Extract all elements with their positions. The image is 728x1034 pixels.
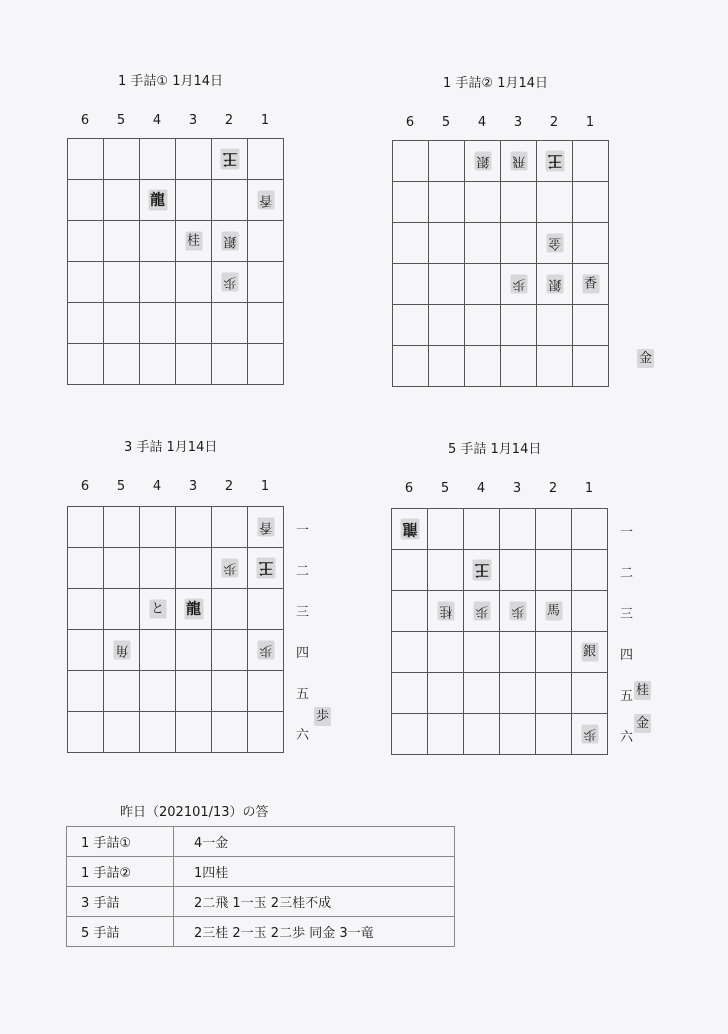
board-3-hand-piece: 歩: [316, 709, 330, 724]
board-square: [140, 548, 176, 589]
board-square: [392, 673, 428, 714]
board-square: [176, 344, 212, 385]
board-square: [248, 262, 284, 303]
column-number: 2: [548, 481, 558, 496]
board-square: [429, 264, 465, 305]
board-square: [176, 712, 212, 753]
board-square: [248, 139, 284, 180]
board-square: [464, 509, 500, 550]
board-square: [500, 673, 536, 714]
board-square: [536, 591, 572, 632]
shogi-piece: と: [150, 601, 165, 617]
board-4-col-numbers: [391, 481, 607, 497]
board-square: [573, 141, 609, 182]
board-square: [500, 550, 536, 591]
board-square: [536, 632, 572, 673]
shogi-piece: 王: [546, 152, 563, 171]
board-square: [536, 714, 572, 755]
board-square: [212, 630, 248, 671]
row-number: 六: [296, 727, 310, 743]
board-square: [429, 346, 465, 387]
board-square: [537, 346, 573, 387]
board-square: [140, 630, 176, 671]
board-square: [429, 305, 465, 346]
board-square: [464, 632, 500, 673]
board-square: [212, 180, 248, 221]
shogi-piece: 銀: [222, 233, 237, 249]
board-square: [429, 141, 465, 182]
board-square: [536, 673, 572, 714]
board-4-hand-piece-2: 金: [636, 716, 650, 731]
answer-value: 1四桂: [174, 857, 455, 887]
board-square: [429, 182, 465, 223]
board-square: [212, 303, 248, 344]
board-square: [501, 346, 537, 387]
board-square: [501, 223, 537, 264]
board-4-title: 5 手詰 1月14日: [448, 442, 542, 457]
board-square: [465, 223, 501, 264]
board-square: [176, 671, 212, 712]
shogi-piece: 王: [257, 559, 274, 578]
column-number: 5: [441, 115, 451, 130]
shogi-piece: 香: [583, 276, 598, 292]
board-square: [500, 509, 536, 550]
board-square: [212, 548, 248, 589]
column-number: 1: [260, 479, 270, 494]
board-square: [428, 550, 464, 591]
board-square: [212, 507, 248, 548]
board-square: [212, 221, 248, 262]
column-number: 5: [116, 479, 126, 494]
column-number: 3: [188, 113, 198, 128]
board-square: [212, 589, 248, 630]
board-square: [248, 221, 284, 262]
board-square: [393, 346, 429, 387]
answer-row: [67, 917, 455, 947]
board-2-grid: [392, 140, 609, 387]
column-number: 1: [584, 481, 594, 496]
board-square: [212, 671, 248, 712]
board-square: [537, 305, 573, 346]
board-square: [140, 589, 176, 630]
board-square: [140, 712, 176, 753]
board-square: [176, 548, 212, 589]
row-number: 二: [296, 563, 310, 579]
board-square: [428, 673, 464, 714]
board-square: [248, 180, 284, 221]
row-number: 五: [620, 688, 634, 704]
column-number: 6: [405, 115, 415, 130]
board-square: [429, 223, 465, 264]
column-number: 3: [188, 479, 198, 494]
board-1-grid: [67, 138, 284, 385]
board-square: [393, 264, 429, 305]
answer-label: 5 手詰: [67, 917, 174, 947]
shogi-piece: 香: [258, 519, 273, 535]
shogi-piece: 歩: [222, 274, 237, 290]
shogi-piece: 歩: [258, 642, 273, 658]
board-square: [393, 141, 429, 182]
board-square: [428, 714, 464, 755]
column-number: 1: [260, 113, 270, 128]
board-square: [248, 712, 284, 753]
row-number: 四: [620, 647, 634, 663]
board-square: [140, 671, 176, 712]
board-1-title: 1 手詰① 1月14日: [118, 74, 224, 89]
column-number: 5: [116, 113, 126, 128]
board-square: [176, 262, 212, 303]
board-square: [500, 714, 536, 755]
board-square: [392, 714, 428, 755]
board-2-col-numbers: [392, 115, 608, 131]
answer-label: 1 手詰②: [67, 857, 174, 887]
board-square: [104, 548, 140, 589]
board-square: [68, 507, 104, 548]
board-square: [500, 591, 536, 632]
shogi-piece: 歩: [222, 560, 237, 576]
shogi-piece: 龍: [401, 520, 418, 539]
answer-value: 2二飛 1一玉 2三桂不成: [174, 887, 455, 917]
column-number: 2: [549, 115, 559, 130]
board-square: [68, 180, 104, 221]
board-square: [428, 509, 464, 550]
board-square: [176, 630, 212, 671]
board-square: [104, 344, 140, 385]
row-number: 一: [620, 524, 634, 540]
shogi-piece: 王: [221, 150, 238, 169]
shogi-piece: 桂: [186, 233, 201, 249]
board-square: [573, 264, 609, 305]
shogi-piece: 銀: [582, 644, 597, 660]
board-square: [176, 303, 212, 344]
board-1-col-numbers: [67, 113, 283, 129]
shogi-piece: 飛: [511, 153, 526, 169]
shogi-piece: 王: [473, 561, 490, 580]
board-square: [140, 303, 176, 344]
board-square: [537, 264, 573, 305]
board-square: [104, 507, 140, 548]
board-square: [537, 182, 573, 223]
board-square: [140, 344, 176, 385]
board-square: [572, 714, 608, 755]
board-3-grid: [67, 506, 284, 753]
board-square: [176, 139, 212, 180]
shogi-piece: 銀: [547, 276, 562, 292]
column-number: 1: [585, 115, 595, 130]
answer-row: [67, 887, 455, 917]
shogi-piece: 龍: [149, 190, 166, 209]
board-square: [501, 305, 537, 346]
board-square: [68, 262, 104, 303]
column-number: 6: [80, 479, 90, 494]
board-square: [68, 139, 104, 180]
board-square: [536, 550, 572, 591]
board-square: [501, 264, 537, 305]
board-square: [465, 182, 501, 223]
board-square: [68, 303, 104, 344]
answer-value: 4一金: [174, 827, 455, 857]
board-square: [248, 507, 284, 548]
board-square: [140, 262, 176, 303]
answer-label: 1 手詰①: [67, 827, 174, 857]
board-3-row-numbers: [296, 506, 312, 752]
board-square: [68, 221, 104, 262]
board-square: [212, 139, 248, 180]
column-number: 4: [476, 481, 486, 496]
shogi-piece: 桂: [438, 603, 453, 619]
row-number: 四: [296, 645, 310, 661]
board-square: [500, 632, 536, 673]
board-square: [572, 550, 608, 591]
board-square: [68, 671, 104, 712]
row-number: 二: [620, 565, 634, 581]
row-number: 三: [296, 604, 310, 620]
board-square: [392, 591, 428, 632]
board-square: [464, 550, 500, 591]
board-square: [248, 548, 284, 589]
board-square: [501, 182, 537, 223]
board-square: [212, 344, 248, 385]
answer-row: [67, 827, 455, 857]
column-number: 4: [152, 479, 162, 494]
shogi-piece: 金: [547, 235, 562, 251]
board-square: [572, 632, 608, 673]
column-number: 4: [152, 113, 162, 128]
shogi-piece: 角: [114, 642, 129, 658]
board-square: [104, 589, 140, 630]
board-square: [104, 221, 140, 262]
board-square: [465, 346, 501, 387]
board-square: [573, 223, 609, 264]
answer-value: 2三桂 2一玉 2二歩 同金 3一竜: [174, 917, 455, 947]
board-square: [176, 507, 212, 548]
column-number: 6: [80, 113, 90, 128]
answers-title: 昨日（202101/13）の答: [120, 805, 269, 820]
board-4-hand-piece-1: 桂: [636, 683, 650, 698]
row-number: 三: [620, 606, 634, 622]
board-square: [465, 264, 501, 305]
board-square: [104, 262, 140, 303]
shogi-piece: 歩: [582, 726, 597, 742]
board-square: [176, 221, 212, 262]
board-3-title: 3 手詰 1月14日: [124, 440, 218, 455]
board-square: [537, 141, 573, 182]
answer-row: [67, 857, 455, 887]
board-square: [104, 139, 140, 180]
board-square: [104, 712, 140, 753]
board-square: [68, 712, 104, 753]
board-square: [104, 180, 140, 221]
board-square: [176, 180, 212, 221]
board-square: [392, 550, 428, 591]
board-square: [572, 591, 608, 632]
board-square: [104, 303, 140, 344]
board-square: [428, 632, 464, 673]
board-square: [392, 632, 428, 673]
shogi-piece: 龍: [185, 599, 202, 618]
board-square: [68, 548, 104, 589]
board-3-col-numbers: [67, 479, 283, 495]
shogi-piece: 歩: [510, 603, 525, 619]
board-square: [248, 589, 284, 630]
answers-table: [66, 826, 455, 947]
board-square: [428, 591, 464, 632]
board-square: [465, 141, 501, 182]
board-square: [248, 303, 284, 344]
board-square: [393, 223, 429, 264]
board-square: [248, 671, 284, 712]
board-square: [464, 591, 500, 632]
board-square: [140, 221, 176, 262]
shogi-piece: 銀: [475, 153, 490, 169]
column-number: 6: [404, 481, 414, 496]
board-square: [537, 223, 573, 264]
board-square: [464, 673, 500, 714]
board-square: [140, 180, 176, 221]
board-square: [68, 630, 104, 671]
board-square: [212, 262, 248, 303]
answer-label: 3 手詰: [67, 887, 174, 917]
column-number: 3: [512, 481, 522, 496]
board-square: [573, 182, 609, 223]
column-number: 5: [440, 481, 450, 496]
column-number: 2: [224, 479, 234, 494]
board-square: [68, 589, 104, 630]
board-square: [104, 630, 140, 671]
shogi-piece: 歩: [511, 276, 526, 292]
board-square: [140, 507, 176, 548]
board-square: [572, 673, 608, 714]
board-square: [465, 305, 501, 346]
row-number: 六: [620, 729, 634, 745]
column-number: 4: [477, 115, 487, 130]
row-number: 五: [296, 686, 310, 702]
shogi-piece: 香: [258, 192, 273, 208]
board-square: [501, 141, 537, 182]
board-square: [573, 346, 609, 387]
board-square: [212, 712, 248, 753]
row-number: 一: [296, 522, 310, 538]
board-square: [248, 630, 284, 671]
board-square: [572, 509, 608, 550]
board-square: [68, 344, 104, 385]
board-square: [176, 589, 212, 630]
board-square: [140, 139, 176, 180]
board-square: [248, 344, 284, 385]
board-square: [464, 714, 500, 755]
board-2-title: 1 手詰② 1月14日: [443, 76, 549, 91]
board-2-hand-piece: 金: [639, 351, 653, 366]
board-square: [536, 509, 572, 550]
column-number: 3: [513, 115, 523, 130]
board-square: [104, 671, 140, 712]
board-4-grid: [391, 508, 608, 755]
board-square: [573, 305, 609, 346]
shogi-piece: 馬: [546, 603, 561, 619]
column-number: 2: [224, 113, 234, 128]
board-square: [393, 182, 429, 223]
shogi-piece: 歩: [474, 603, 489, 619]
board-square: [393, 305, 429, 346]
board-square: [392, 509, 428, 550]
